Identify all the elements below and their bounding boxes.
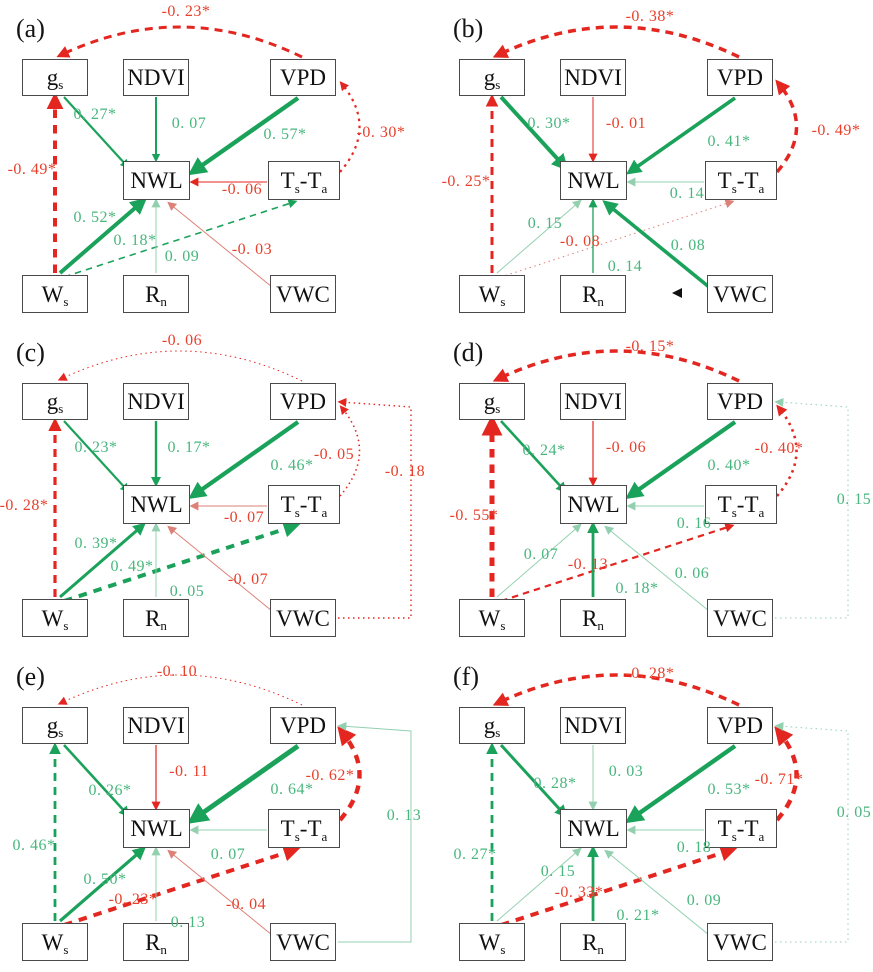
edge-label-vpd_tsta: -0. 49* [811, 122, 861, 139]
node-tsta: T s - T a [268, 161, 340, 200]
panel-tag: (b) [453, 14, 484, 43]
edge-label-vpd_tsta: -0. 62* [305, 767, 355, 784]
node-ws: W s [22, 599, 88, 637]
node-tsta: T s - T a [268, 485, 340, 524]
edge-vpd_tsta [777, 84, 797, 172]
edge-label-gs_nwl: 0. 27* [73, 106, 117, 123]
edge-gs_vpd [498, 351, 739, 381]
edge-label-rn_nwl: 0. 09 [164, 248, 200, 265]
panel-tag: (a) [16, 14, 45, 43]
panel-tag: (e) [16, 662, 45, 691]
edge-label-gs_vpd: -0. 10 [156, 663, 198, 680]
node-nwl: NWL [123, 809, 190, 848]
edge-label-ws_gs: 0. 46* [12, 837, 56, 854]
edge-label-vwc_nwl: -0. 07 [227, 571, 269, 588]
edge-label-tsta_nwl: 0. 18 [676, 839, 712, 856]
edge-label-ws_gs: -0. 25* [441, 173, 491, 190]
edge-label-ndvi_nwl: -0. 11 [169, 763, 209, 780]
node-vpd: VPD [707, 707, 773, 744]
edge-label-vwc_vpd: -0. 18 [384, 463, 426, 480]
node-vpd: VPD [270, 383, 336, 420]
panel-c [0, 324, 436, 648]
node-vwc: VWC [270, 599, 336, 637]
node-tsta: T s - T a [705, 485, 777, 524]
edge-label-tsta_nwl: -0. 07 [223, 509, 265, 526]
node-tsta: T s - T a [268, 809, 340, 848]
edge-label-gs_vpd: -0. 06 [161, 332, 203, 349]
node-gs: g s [22, 383, 88, 420]
node-ws: W s [22, 923, 88, 961]
edge-label-ndvi_nwl: 0. 17* [167, 439, 211, 456]
edge-label-gs_vpd: -0. 23* [161, 3, 211, 20]
edge-label-tsta_nwl: 0. 14 [669, 185, 705, 202]
edge-label-ndvi_nwl: -0. 06 [605, 439, 647, 456]
edge-label-tsta_nwl: 0. 07 [210, 846, 246, 863]
node-ndvi: NDVI [560, 59, 626, 96]
edge-label-rn_nwl: 0. 14 [607, 258, 643, 275]
node-ws: W s [459, 599, 525, 637]
edge-vwc_vpd [338, 402, 411, 618]
edge-label-vwc_vpd: 0. 05 [836, 804, 872, 821]
node-vpd: VPD [707, 59, 773, 96]
edge-label-gs_nwl: 0. 24* [522, 442, 566, 459]
node-vwc: VWC [270, 275, 336, 313]
edge-label-vpd_nwl: 0. 53* [707, 781, 751, 798]
node-ndvi: NDVI [123, 383, 189, 420]
node-gs: g s [22, 59, 88, 96]
panel-b [437, 0, 873, 324]
edge-label-ws_gs: 0. 27* [453, 846, 497, 863]
edge-label-ws_nwl: 0. 39* [74, 535, 118, 552]
edge-label-ndvi_nwl: -0. 01 [605, 115, 647, 132]
edge-label-vwc_nwl: -0. 03 [231, 241, 273, 258]
edge-label-ws_tsta: -0. 23* [108, 891, 158, 908]
node-ndvi: NDVI [560, 383, 626, 420]
edge-label-gs_vpd: -0. 38* [625, 8, 675, 25]
edge-label-vpd_tsta: -0. 05 [313, 446, 355, 463]
edge-label-ws_nwl: 0. 52* [73, 209, 117, 226]
edge-label-gs_nwl: 0. 23* [74, 439, 118, 456]
edge-gs_vpd [498, 27, 739, 57]
edge-label-vpd_nwl: 0. 57* [263, 126, 307, 143]
node-rn: R n [560, 599, 626, 637]
edge-vwc_vpd [775, 726, 848, 942]
node-vwc: VWC [270, 923, 336, 961]
edge-label-rn_nwl: 0. 13 [170, 914, 206, 931]
edge-label-vpd_nwl: 0. 64* [270, 781, 314, 798]
node-gs: g s [22, 707, 88, 744]
edge-label-ndvi_nwl: 0. 07 [171, 115, 207, 132]
edge-label-ws_nwl: 0. 15 [540, 863, 576, 880]
edge-label-gs_nwl: 0. 30* [527, 115, 571, 132]
node-vpd: VPD [270, 59, 336, 96]
edge-label-ws_gs: -0. 28* [0, 497, 49, 514]
node-gs: g s [459, 59, 525, 96]
node-nwl: NWL [123, 161, 190, 200]
edge-label-vpd_nwl: 0. 46* [270, 457, 314, 474]
edge-label-gs_nwl: 0. 28* [533, 775, 577, 792]
node-tsta: T s - T a [705, 809, 777, 848]
edge-label-ndvi_nwl: 0. 03 [608, 763, 644, 780]
edge-label-vpd_tsta: -0. 40* [754, 440, 804, 457]
node-nwl: NWL [560, 485, 627, 524]
node-ws: W s [459, 923, 525, 961]
node-rn: R n [560, 275, 626, 313]
edge-gs_nwl [64, 745, 127, 814]
node-rn: R n [123, 923, 189, 961]
edge-gs_vpd [61, 351, 302, 381]
edge-label-ws_tsta: -0. 08 [559, 233, 601, 250]
edge-vwc_vpd [775, 402, 848, 618]
edge-label-vpd_tsta: -0. 71* [754, 771, 804, 788]
edge-label-vwc_nwl: -0. 04 [225, 896, 267, 913]
panel-e [0, 648, 436, 972]
edge-label-tsta_nwl: -0. 06 [221, 181, 263, 198]
edge-label-ws_gs: -0. 49* [7, 161, 57, 178]
panel-f [437, 648, 873, 972]
panel-tag: (f) [453, 662, 479, 691]
node-nwl: NWL [560, 161, 627, 200]
panel-tag: (c) [16, 338, 45, 367]
edge-label-gs_vpd: -0. 28* [625, 665, 675, 682]
edge-label-vwc_nwl: 0. 09 [686, 892, 722, 909]
node-vwc: VWC [707, 923, 773, 961]
edge-label-ws_nwl: 0. 15 [527, 215, 563, 232]
node-nwl: NWL [560, 809, 627, 848]
node-rn: R n [560, 923, 626, 961]
edge-label-rn_nwl: 0. 21* [616, 907, 660, 924]
node-ws: W s [22, 275, 88, 313]
edge-label-gs_nwl: 0. 26* [88, 782, 132, 799]
edge-label-vwc_vpd: 0. 13 [386, 807, 422, 824]
edge-gs_vpd [61, 27, 302, 57]
edge-label-vpd_nwl: 0. 41* [707, 133, 751, 150]
edge-label-vpd_nwl: 0. 40* [707, 457, 751, 474]
node-ndvi: NDVI [560, 707, 626, 744]
node-gs: g s [459, 383, 525, 420]
edge-label-rn_nwl: 0. 18* [615, 580, 659, 597]
panel-d [437, 324, 873, 648]
edge-label-tsta_nwl: 0. 16 [676, 515, 712, 532]
node-nwl: NWL [123, 485, 190, 524]
edge-label-ws_nwl: 0. 50* [83, 871, 127, 888]
node-ws: W s [459, 275, 525, 313]
node-vwc: VWC [707, 599, 773, 637]
edge-label-ws_nwl: 0. 07 [523, 546, 559, 563]
panel-a [0, 0, 436, 324]
edge-label-ws_tsta: -0. 13 [567, 556, 609, 573]
edge-label-vpd_tsta: -0. 30* [356, 124, 406, 141]
edge-label-ws_tsta: -0. 33* [554, 884, 604, 901]
panel-tag: (d) [453, 338, 484, 367]
node-ndvi: NDVI [123, 707, 189, 744]
edge-label-vwc_vpd: 0. 15 [836, 491, 872, 508]
node-rn: R n [123, 599, 189, 637]
node-vpd: VPD [270, 707, 336, 744]
edge-label-gs_vpd: -0. 15* [625, 338, 675, 355]
edge-label-vwc_nwl: 0. 06 [674, 565, 710, 582]
node-ndvi: NDVI [123, 59, 189, 96]
node-gs: g s [459, 707, 525, 744]
node-vpd: VPD [707, 383, 773, 420]
edge-gs_vpd [498, 675, 739, 705]
edge-label-ws_gs: -0. 55* [449, 507, 499, 524]
edge-label-ws_tsta: 0. 18* [113, 232, 157, 249]
edge-label-ws_tsta: 0. 49* [110, 558, 154, 575]
node-vwc: VWC [707, 275, 773, 313]
node-tsta: T s - T a [705, 161, 777, 200]
node-rn: R n [123, 275, 189, 313]
stray-arrowhead-icon [672, 288, 682, 298]
edge-label-vwc_nwl: 0. 08 [670, 237, 706, 254]
edge-label-rn_nwl: 0. 05 [169, 583, 205, 600]
edge-vwc_vpd [338, 726, 411, 942]
